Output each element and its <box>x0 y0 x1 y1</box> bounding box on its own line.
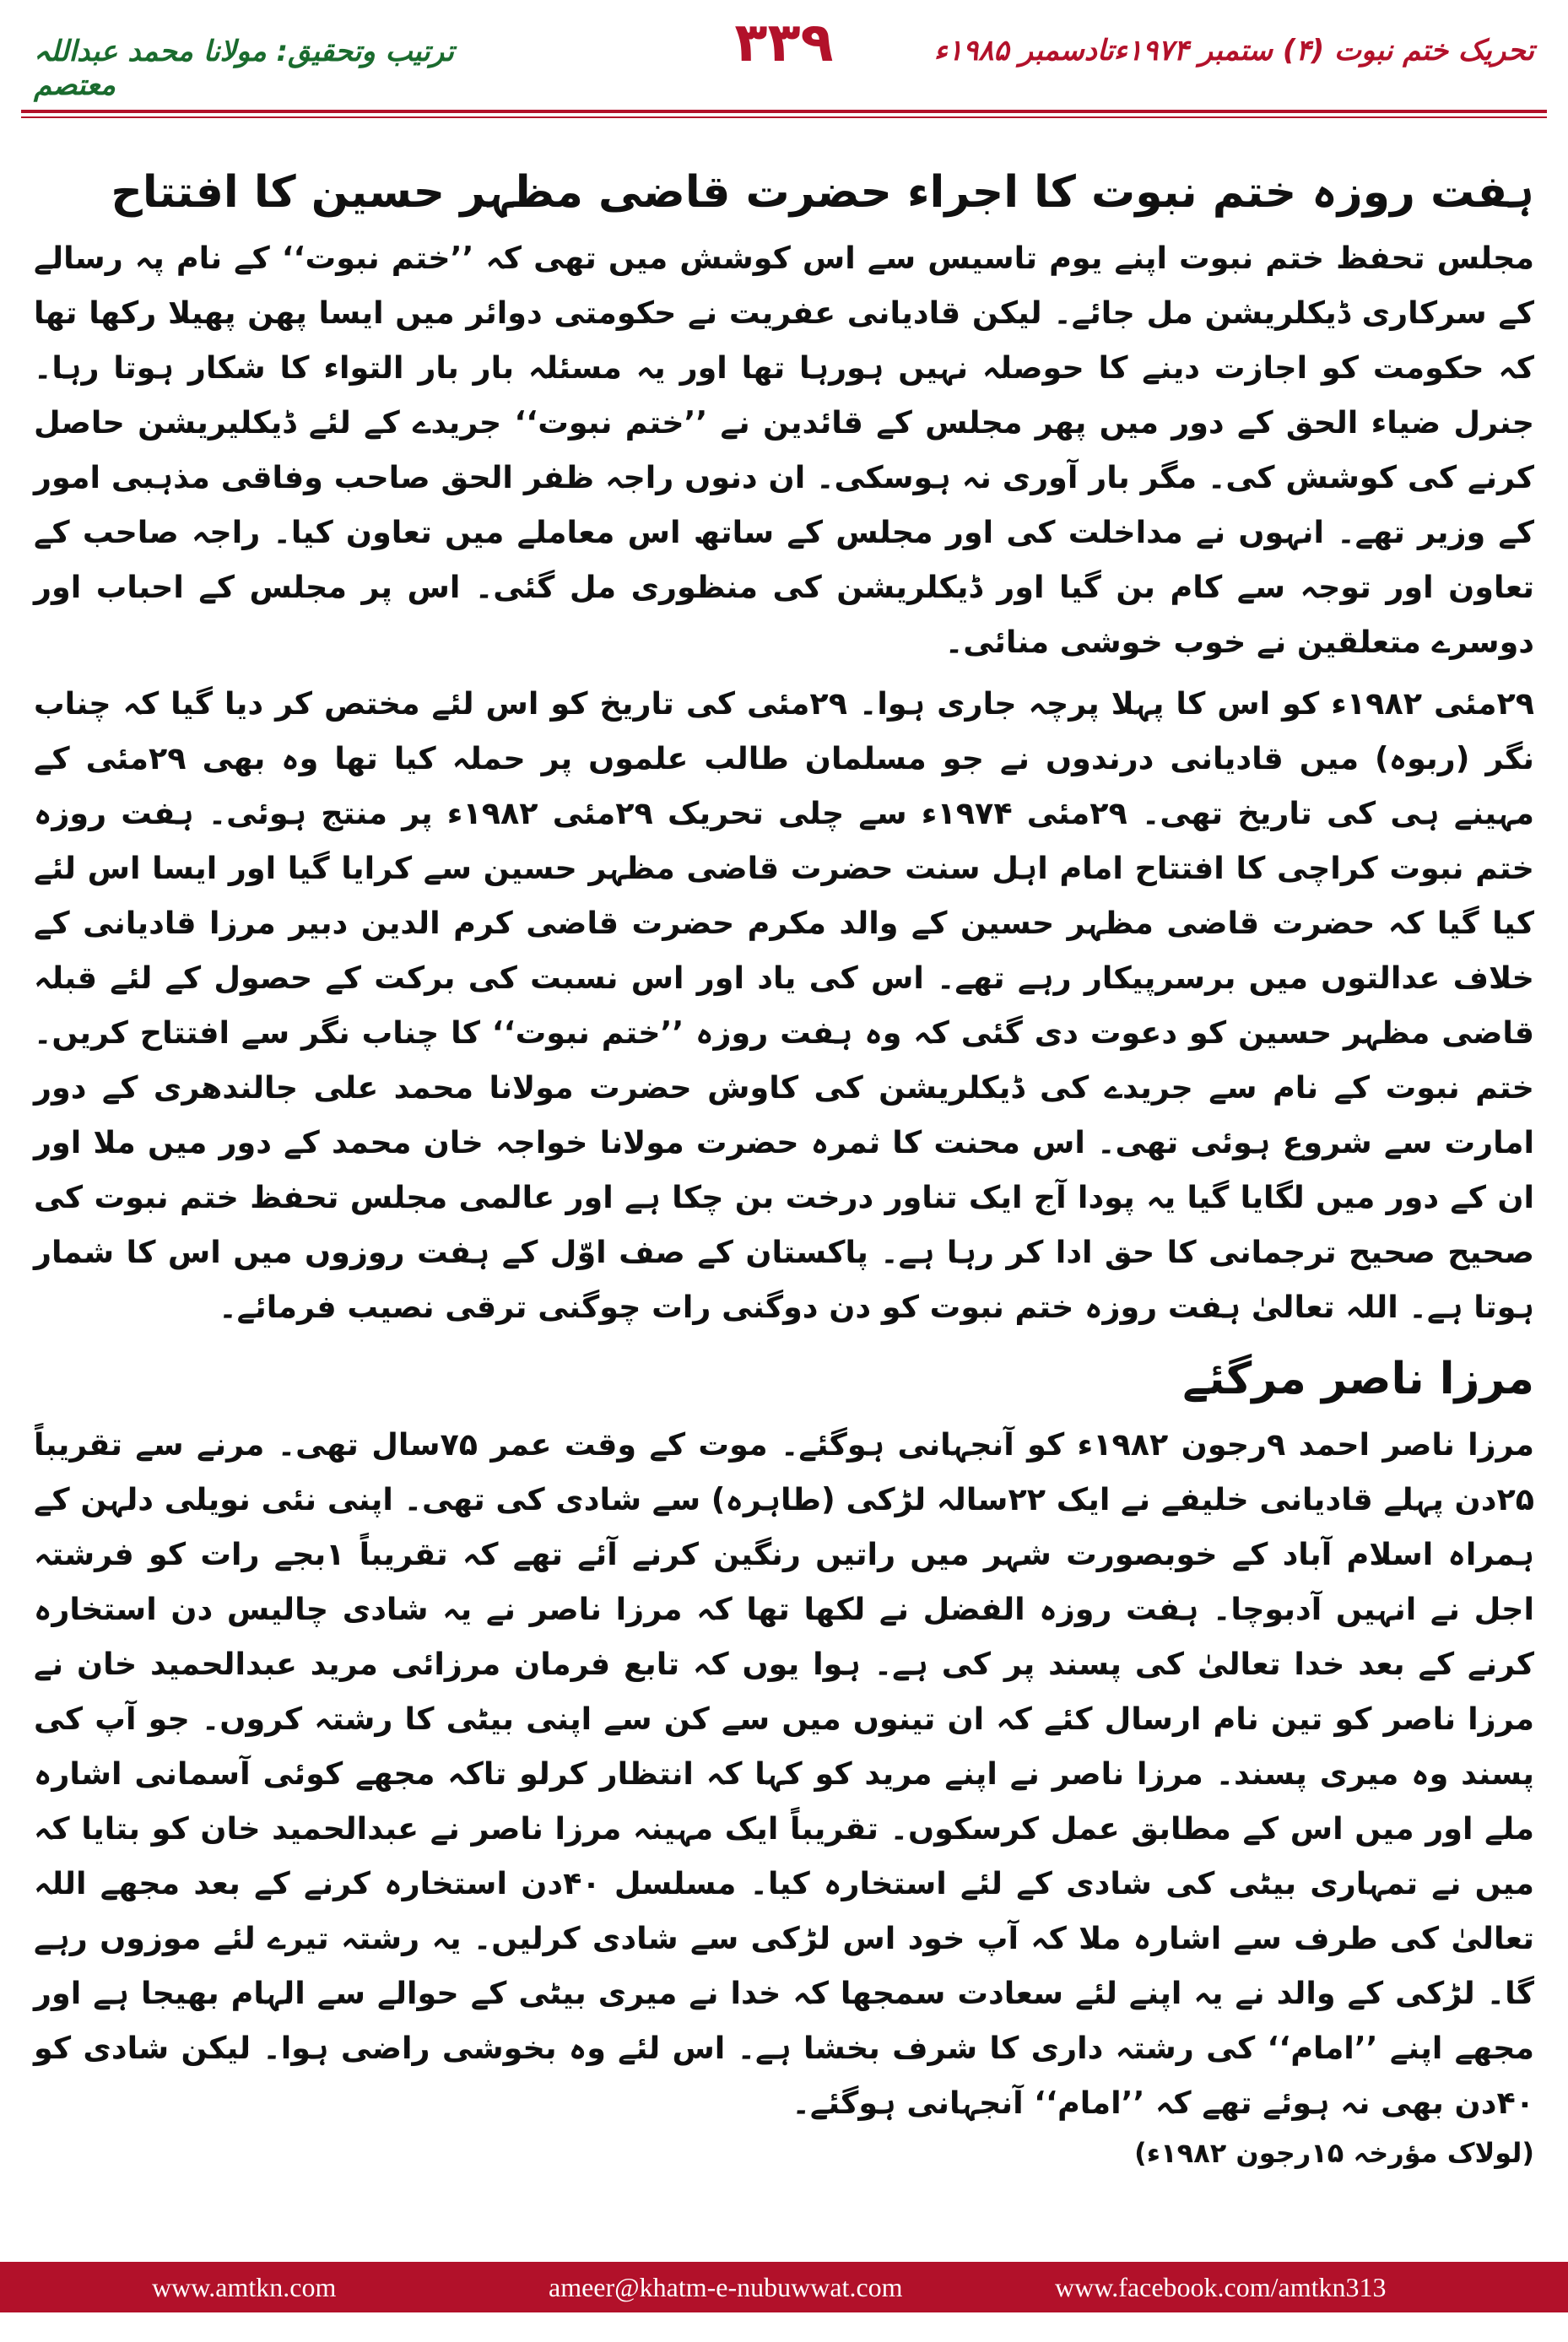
section-mirza-nasir <box>34 1349 1534 2169</box>
section-heading: مرزا ناصر مرگئے <box>1182 1354 1534 1405</box>
article-body <box>34 148 1535 2170</box>
header-compiler-credit: ترتیب وتحقیق: مولانا محمد عبداللہ معتصم <box>34 35 454 102</box>
page-number: ۳۳۹ <box>734 12 834 74</box>
paragraph: مجلس تحفظ ختم نبوت اپنے یوم تاسیس سے اس کوشش میں تھی کہ ’’ختم نبوت‘‘ کے نام پہ رسالے کے سرکاری ڈیکلریشن مل جائے۔ لیکن قادیانی عفریت نے حکومتی دوائر میں ایسا پھن پھیلا رکھا تھا کہ حکومت کو اجازت دینے کا حوصلہ نہیں ہورہا تھا اور یہ مسئلہ بار بار التواء کا شکار ہوتا رہا۔ جنرل ضیاء الحق کے دور میں پھر مجلس کے قائدین نے ’’ختم نبوت‘‘ جریدے کے لئے ڈیکلیریشن حاصل کرنے کی کوشش کی۔ مگر بار آوری نہ ہوسکی۔ ان دنوں راجہ ظفر الحق صاحب وفاقی مذہبی امور کے وزیر تھے۔ انہوں نے مداخلت کی اور مجلس کے ساتھ اس معاملے میں تعاون کیا۔ راجہ صاحب کے تعاون اور توجہ سے کام بن گیا اور ڈیکلریشن کی منظوری مل گئی۔ اس پر مجلس کے احباب اور دوسرے متعلقین نے خوب خوشی منائی۔ <box>34 240 1534 661</box>
header-book-title: تحریک ختم نبوت (۴) ستمبر ۱۹۷۴ءتادسمبر ۱۹۸۵ء <box>933 34 1534 68</box>
section-khatm-nubuwwat-launch <box>34 163 1534 1334</box>
paragraph: مرزا ناصر احمد ۹رجون ۱۹۸۲ء کو آنجہانی ہوگئے۔ موت کے وقت عمر ۷۵سال تھی۔ مرنے سے تقریباً ۲۵دن پہلے قادیانی خلیفے نے ایک ۲۲سالہ لڑکی (طاہرہ) سے شادی کی تھی۔ اپنی نئی نویلی دلہن کے ہمراہ اسلام آباد کے خوبصورت شہر میں راتیں رنگین کرنے آئے تھے کہ تقریباً ۱بجے رات کو فرشتہ اجل نے انہیں آدبوچا۔ ہفت روزہ الفضل نے لکھا تھا کہ مرزا ناصر نے یہ شادی چالیس دن استخارہ کرنے کے بعد خدا تعالیٰ کی پسند پر کی ہے۔ ہوا یوں کہ تابع فرمان مرزائی مرید عبدالحمید خان نے مرزا ناصر کو تین نام ارسال کئے کہ ان تینوں میں سے کن سے اپنی بیٹی کا رشتہ کروں۔ جو آپ کی پسند وہ میری پسند۔ مرزا ناصر نے اپنے مرید کو کہا کہ انتظار کرلو تاکہ مجھے کوئی آسمانی اشارہ ملے اور میں اس کے مطابق عمل کرسکوں۔ تقریباً ایک مہینہ مرزا ناصر نے عبدالحمید خان کو بتایا کہ میں نے تمہاری بیٹی کی شادی کے لئے استخارہ کیا۔ مسلسل ۴۰دن استخارہ کرنے کے بعد مجھے اللہ تعالیٰ کی طرف سے اشارہ ملا کہ آپ خود اس لڑکی سے شادی کرلیں۔ یہ رشتہ تیرے لئے موزوں رہے گا۔ لڑکی کے والد نے یہ اپنے لئے سعادت سمجھا کہ خدا نے میری بیٹی کے حوالے سے الہام بھیجا ہے اور مجھے اپنے ’’امام‘‘ کی رشتہ داری کا شرف بخشا ہے۔ اس لئے وہ بخوشی راضی ہوا۔ لیکن شادی کو ۴۰دن بھی نہ ہوئے تھے کہ ’’امام‘‘ آنجہانی ہوگئے۔ <box>34 1426 1535 2122</box>
header-divider-thin <box>21 116 1547 118</box>
email-link[interactable]: ameer@khatm-e-nubuwwat.com <box>549 2272 903 2302</box>
paragraph: ۲۹مئی ۱۹۸۲ء کو اس کا پہلا پرچہ جاری ہوا۔ ۲۹مئی کی تاریخ کو اس لئے مختص کر دیا گیا کہ چناب نگر (ربوہ) میں قادیانی درندوں نے جو مسلمان طالب علموں پر حملہ کیا تھا وہ بھی ۲۹مئی کے مہینے ہی کی تاریخ تھی۔ ۲۹مئی ۱۹۷۴ء سے چلی تحریک ۲۹مئی ۱۹۸۲ء پر منتج ہوئی۔ ہفت روزہ ختم نبوت کراچی کا افتتاح امام اہل سنت حضرت قاضی مظہر حسین سے کرایا گیا اور ایسا اس لئے کیا گیا کہ حضرت قاضی مظہر حسین کے والد مکرم حضرت قاضی کرم الدین دبیر مرزا قادیانی کے خلاف عدالتوں میں برسرپیکار رہے تھے۔ اس کی یاد اور اس نسبت کی برکت کے حصول کے لئے قبلہ قاضی مظہر حسین کو دعوت دی گئی کہ وہ ہفت روزہ ’’ختم نبوت‘‘ کا چناب نگر سے افتتاح کریں۔ ختم نبوت کے نام سے جریدے کی ڈیکلریشن کی کاوش حضرت مولانا محمد علی جالندھری کے دور امارت سے شروع ہوئی تھی۔ اس محنت کا ثمرہ حضرت مولانا خواجہ خان محمد کے دور میں ملا اور ان کے دور میں لگایا گیا یہ پودا آج ایک تناور درخت بن چکا ہے اور عالمی مجلس تحفظ ختم نبوت کی صحیح صحیح ترجمانی کا حق ادا کر رہا ہے۔ پاکستان کے صف اوّل کے ہفت روزوں میں اس کا شمار ہوتا ہے۔ اللہ تعالیٰ ہفت روزہ ختم نبوت کو دن دوگنی رات چوگنی ترقی نصیب فرمائے۔ <box>34 685 1535 1326</box>
header-divider <box>21 110 1547 113</box>
page-footer <box>0 2262 1568 2312</box>
source-reference: (لولاک مؤرخہ ۱۵رجون ۱۹۸۲ء) <box>1134 2137 1534 2170</box>
section-heading: ہفت روزہ ختم نبوت کا اجراء حضرت قاضی مظہر حسین کا افتتاح <box>111 167 1534 218</box>
facebook-link[interactable]: www.facebook.com/amtkn313 <box>1055 2272 1387 2302</box>
website-link[interactable]: www.amtkn.com <box>152 2272 337 2302</box>
page-header <box>0 0 1568 135</box>
